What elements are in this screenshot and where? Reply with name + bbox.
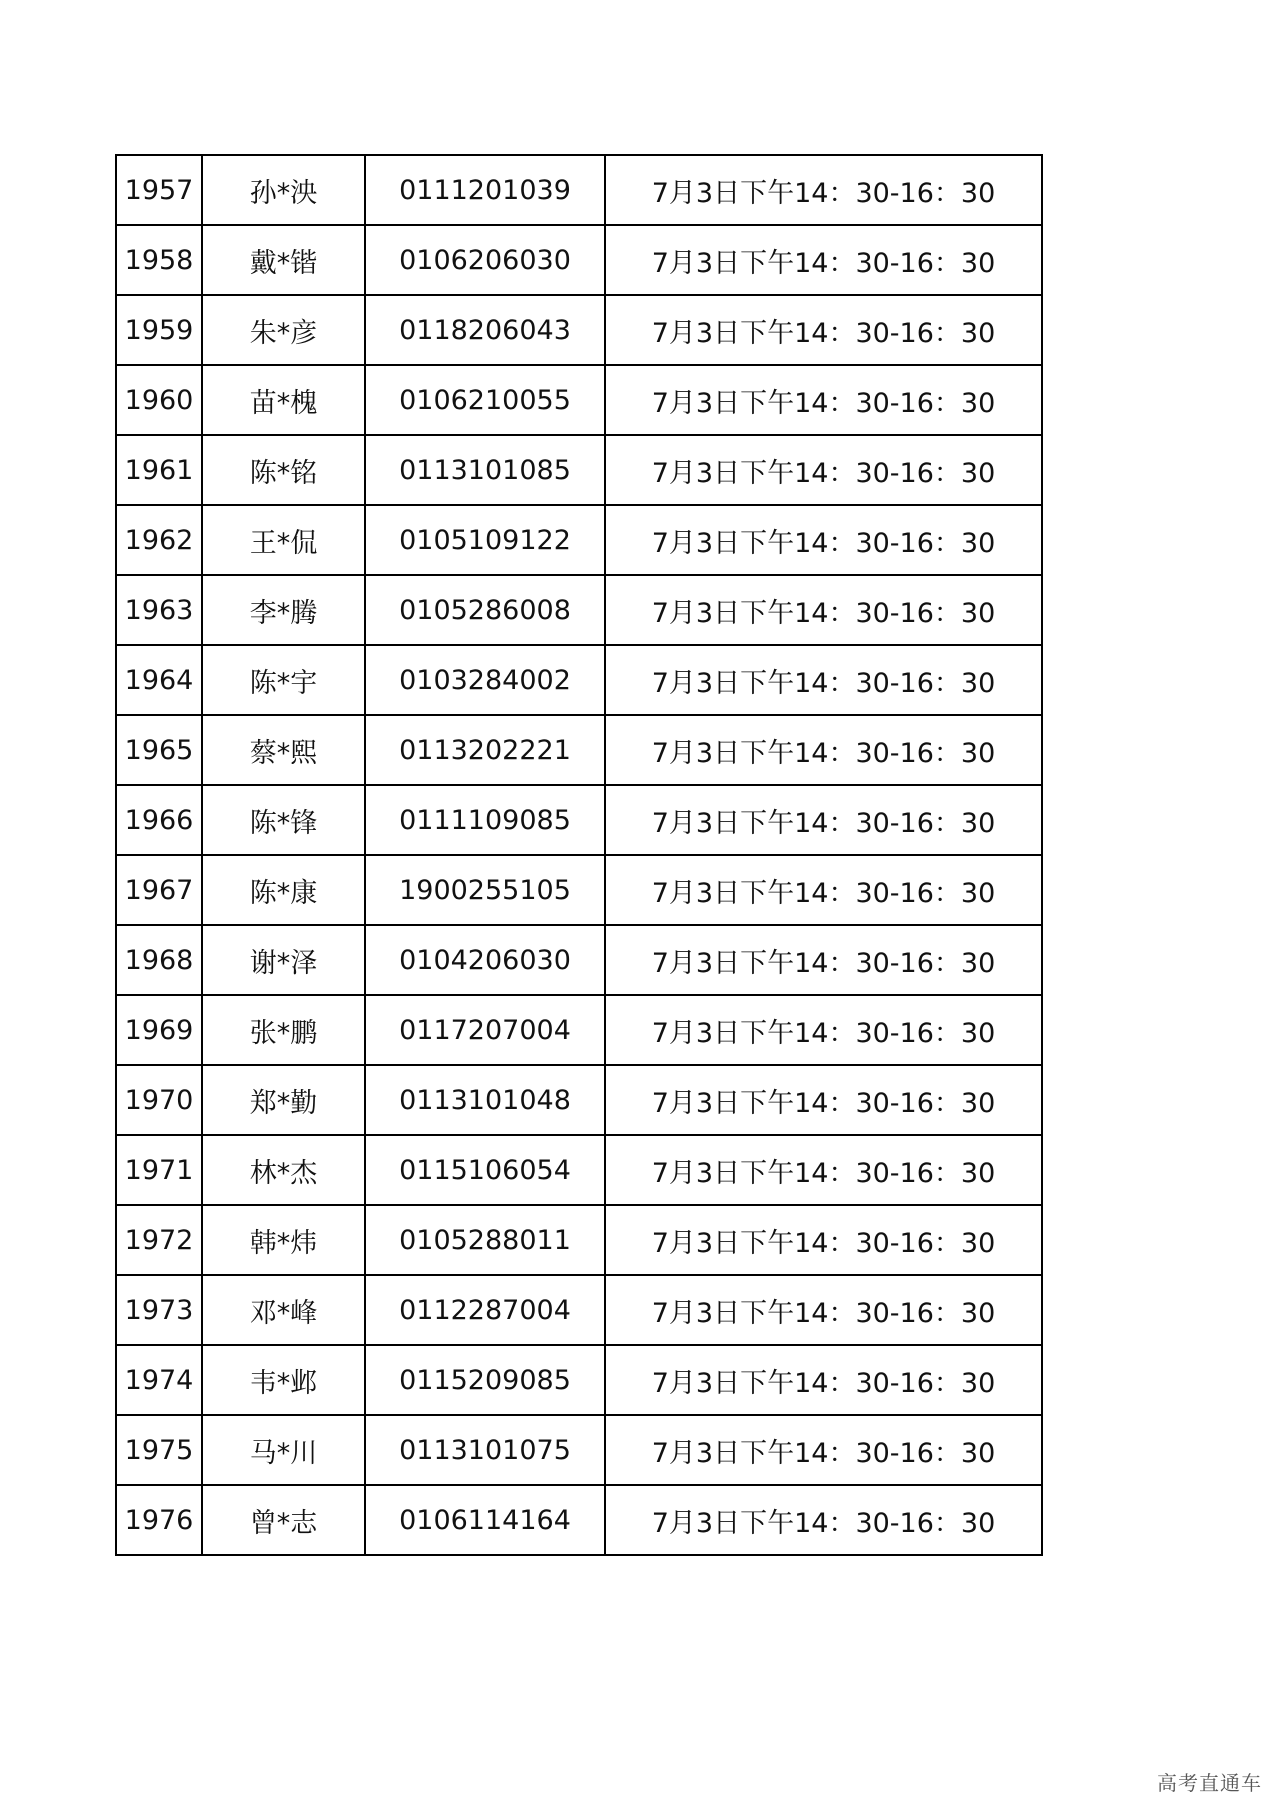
table-row (116, 575, 1042, 645)
table-row (116, 1345, 1042, 1415)
candidate-id-cell: 0112287004 (365, 1275, 605, 1345)
row-number-cell: 1961 (116, 435, 202, 505)
table-row (116, 1485, 1042, 1555)
name-cell: 王*侃 (202, 505, 365, 575)
table-row (116, 785, 1042, 855)
candidate-id-cell: 0106210055 (365, 365, 605, 435)
exam-time-cell: 7月3日下午14：30-16：30 (605, 645, 1042, 715)
exam-time-cell: 7月3日下午14：30-16：30 (605, 155, 1042, 225)
candidate-id-cell: 0117207004 (365, 995, 605, 1065)
table-row (116, 1135, 1042, 1205)
row-number-cell: 1967 (116, 855, 202, 925)
name-cell: 孙*泱 (202, 155, 365, 225)
row-number-cell: 1975 (116, 1415, 202, 1485)
candidate-id-cell: 0105286008 (365, 575, 605, 645)
exam-time-cell: 7月3日下午14：30-16：30 (605, 1135, 1042, 1205)
name-cell: 朱*彦 (202, 295, 365, 365)
exam-time-cell: 7月3日下午14：30-16：30 (605, 1275, 1042, 1345)
candidate-id-cell: 0113101048 (365, 1065, 605, 1135)
row-number-cell: 1973 (116, 1275, 202, 1345)
table-row (116, 155, 1042, 225)
name-cell: 陈*锋 (202, 785, 365, 855)
name-cell: 陈*康 (202, 855, 365, 925)
name-cell: 李*腾 (202, 575, 365, 645)
candidate-id-cell: 0104206030 (365, 925, 605, 995)
row-number-cell: 1960 (116, 365, 202, 435)
candidate-id-cell: 0111201039 (365, 155, 605, 225)
candidate-id-cell: 0118206043 (365, 295, 605, 365)
row-number-cell: 1972 (116, 1205, 202, 1275)
table-row (116, 435, 1042, 505)
table-row (116, 365, 1042, 435)
row-number-cell: 1964 (116, 645, 202, 715)
row-number-cell: 1965 (116, 715, 202, 785)
name-cell: 苗*槐 (202, 365, 365, 435)
row-number-cell: 1962 (116, 505, 202, 575)
name-cell: 韩*炜 (202, 1205, 365, 1275)
row-number-cell: 1959 (116, 295, 202, 365)
name-cell: 郑*勤 (202, 1065, 365, 1135)
name-cell: 谢*泽 (202, 925, 365, 995)
table-row (116, 1275, 1042, 1345)
candidate-id-cell: 0113202221 (365, 715, 605, 785)
row-number-cell: 1963 (116, 575, 202, 645)
table-row (116, 645, 1042, 715)
name-cell: 陈*宇 (202, 645, 365, 715)
candidate-id-cell: 0115209085 (365, 1345, 605, 1415)
candidate-id-cell: 0106114164 (365, 1485, 605, 1555)
candidate-id-cell: 0105288011 (365, 1205, 605, 1275)
table-row (116, 295, 1042, 365)
row-number-cell: 1966 (116, 785, 202, 855)
row-number-cell: 1976 (116, 1485, 202, 1555)
candidate-id-cell: 0115106054 (365, 1135, 605, 1205)
exam-time-cell: 7月3日下午14：30-16：30 (605, 1345, 1042, 1415)
exam-time-cell: 7月3日下午14：30-16：30 (605, 1415, 1042, 1485)
roster-table-body (116, 155, 1042, 1555)
exam-time-cell: 7月3日下午14：30-16：30 (605, 1485, 1042, 1555)
watermark-text: 高考直通车 (1157, 1771, 1262, 1795)
exam-time-cell: 7月3日下午14：30-16：30 (605, 855, 1042, 925)
candidate-id-cell: 0113101075 (365, 1415, 605, 1485)
exam-time-cell: 7月3日下午14：30-16：30 (605, 365, 1042, 435)
table-row (116, 925, 1042, 995)
table-row (116, 715, 1042, 785)
candidate-id-cell: 1900255105 (365, 855, 605, 925)
table-row (116, 225, 1042, 295)
exam-time-cell: 7月3日下午14：30-16：30 (605, 1065, 1042, 1135)
exam-time-cell: 7月3日下午14：30-16：30 (605, 505, 1042, 575)
name-cell: 戴*锴 (202, 225, 365, 295)
row-number-cell: 1970 (116, 1065, 202, 1135)
name-cell: 曾*志 (202, 1485, 365, 1555)
name-cell: 韦*邺 (202, 1345, 365, 1415)
exam-time-cell: 7月3日下午14：30-16：30 (605, 295, 1042, 365)
exam-time-cell: 7月3日下午14：30-16：30 (605, 435, 1042, 505)
roster-table (115, 154, 1043, 1556)
name-cell: 马*川 (202, 1415, 365, 1485)
candidate-id-cell: 0111109085 (365, 785, 605, 855)
name-cell: 蔡*熙 (202, 715, 365, 785)
table-row (116, 995, 1042, 1065)
name-cell: 林*杰 (202, 1135, 365, 1205)
exam-time-cell: 7月3日下午14：30-16：30 (605, 925, 1042, 995)
exam-time-cell: 7月3日下午14：30-16：30 (605, 715, 1042, 785)
row-number-cell: 1968 (116, 925, 202, 995)
row-number-cell: 1969 (116, 995, 202, 1065)
row-number-cell: 1971 (116, 1135, 202, 1205)
exam-time-cell: 7月3日下午14：30-16：30 (605, 1205, 1042, 1275)
table-row (116, 505, 1042, 575)
name-cell: 邓*峰 (202, 1275, 365, 1345)
candidate-id-cell: 0103284002 (365, 645, 605, 715)
table-row (116, 1205, 1042, 1275)
candidate-id-cell: 0106206030 (365, 225, 605, 295)
exam-time-cell: 7月3日下午14：30-16：30 (605, 995, 1042, 1065)
row-number-cell: 1974 (116, 1345, 202, 1415)
table-row (116, 855, 1042, 925)
exam-time-cell: 7月3日下午14：30-16：30 (605, 575, 1042, 645)
exam-time-cell: 7月3日下午14：30-16：30 (605, 785, 1042, 855)
name-cell: 张*鹏 (202, 995, 365, 1065)
table-row (116, 1065, 1042, 1135)
name-cell: 陈*铭 (202, 435, 365, 505)
exam-time-cell: 7月3日下午14：30-16：30 (605, 225, 1042, 295)
row-number-cell: 1958 (116, 225, 202, 295)
table-row (116, 1415, 1042, 1485)
candidate-id-cell: 0113101085 (365, 435, 605, 505)
row-number-cell: 1957 (116, 155, 202, 225)
candidate-id-cell: 0105109122 (365, 505, 605, 575)
